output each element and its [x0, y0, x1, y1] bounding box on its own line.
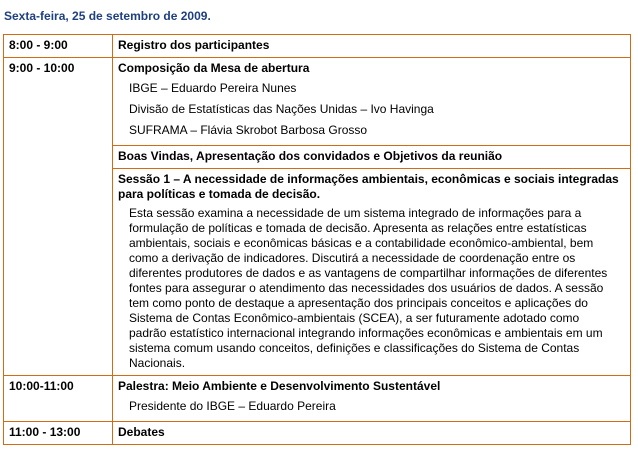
table-row [4, 35, 631, 58]
event-cell [113, 169, 631, 376]
table-row [4, 376, 631, 422]
event-cell [113, 146, 631, 169]
page-date: Sexta-feira, 25 de setembro de 2009. [4, 9, 211, 23]
table-row [4, 422, 631, 445]
session-title: Sessão 1 – A necessidade de informações ambientais, econômicas e sociais integradas para políticas e tomada de decisão. [118, 172, 619, 201]
event-title: Registro dos participantes [118, 38, 270, 52]
time-cell: 10:00-11:00 [4, 376, 113, 422]
agenda-table [3, 34, 631, 445]
event-title: Palestra: Meio Ambiente e Desenvolvimento Sustentável [118, 379, 441, 393]
speaker-item: IBGE – Eduardo Pereira Nunes [129, 81, 297, 95]
event-cell [113, 58, 631, 146]
event-title: Debates [118, 425, 165, 439]
time-cell: 8:00 - 9:00 [4, 35, 113, 58]
session-description: Esta sessão examina a necessidade de um sistema integrado de informações para a formulação de políticas e tomada de decisão. Apresenta as relações entre estatísticas ambientais, sociais e econômicas básicas e a contabilidade econômico-ambiental, bem como a derivação de indicadores. Discutirá a necessidade de coordenação entre os diferentes produtores de dados e as vantagens de compartilhar informações de diferentes fontes para assegurar o atendimento das necessidades dos usuários de dados. A sessão tem como ponto de destaque a apresentação dos principais conceitos e aplicações do Sistema de Contas Econômico-ambientais (SCEA), a ser futuramente adotado como padrão estatístico internacional integrando informações econômicas e ambientais em um sistema comum usando conceitos, definições e classificações do Sistema de Contas Nacionais. [129, 206, 608, 370]
time-cell: 11:00 - 13:00 [4, 422, 113, 445]
event-title: Boas Vindas, Apresentação dos convidados e Objetivos da reunião [118, 149, 503, 163]
speaker-item: SUFRAMA – Flávia Skrobot Barbosa Grosso [129, 123, 368, 137]
time-cell: 9:00 - 10:00 [4, 58, 113, 376]
event-cell [113, 35, 631, 58]
speaker-item: Presidente do IBGE – Eduardo Pereira [129, 399, 336, 413]
event-cell [113, 422, 631, 445]
speaker-item: Divisão de Estatísticas das Nações Unidas – Ivo Havinga [129, 102, 434, 116]
event-cell [113, 376, 631, 422]
event-title: Composição da Mesa de abertura [118, 61, 310, 75]
table-row [4, 58, 631, 146]
